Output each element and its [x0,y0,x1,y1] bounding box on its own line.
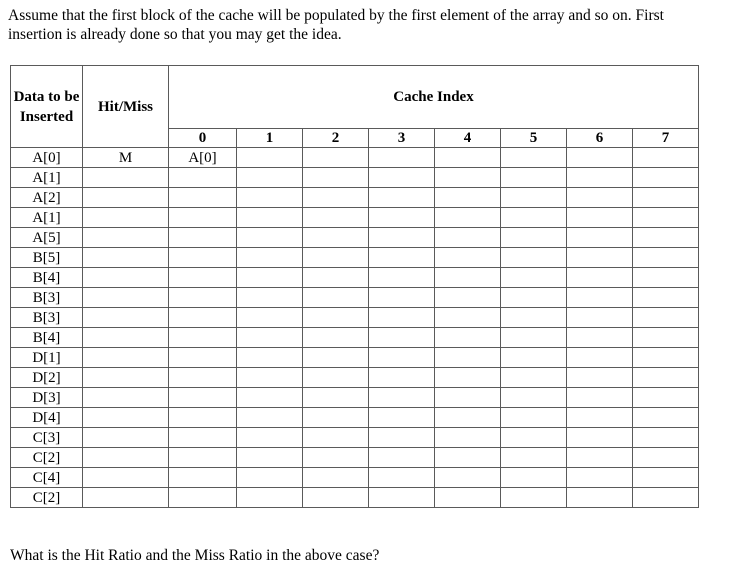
cache-slot-cell [567,328,633,348]
cache-slot-cell [169,168,237,188]
cache-slot-cell [169,228,237,248]
cache-slot-cell [501,168,567,188]
cache-slot-cell [369,388,435,408]
cache-slot-cell [303,228,369,248]
data-item-cell: C[2] [11,488,83,508]
table-row [11,408,699,428]
cache-slot-cell [169,408,237,428]
cache-slot-cell [303,168,369,188]
cache-slot-cell [633,348,699,368]
cache-slot-cell [237,428,303,448]
cache-slot-cell [369,228,435,248]
cache-slot-cell [435,188,501,208]
data-item-cell: A[5] [11,228,83,248]
cache-slot-cell [303,468,369,488]
cache-slot-cell [567,208,633,228]
cache-slot-cell [633,328,699,348]
cache-slot-cell [369,328,435,348]
cache-slot-cell [237,228,303,248]
cache-slot-cell [633,188,699,208]
cache-slot-cell [303,388,369,408]
hit-miss-cell [83,268,169,288]
data-item-cell: A[2] [11,188,83,208]
cache-slot-cell [369,428,435,448]
cache-slot-cell [169,188,237,208]
cache-slot-cell [633,148,699,168]
cache-slot-cell [369,408,435,428]
cache-slot-cell [501,348,567,368]
cache-slot-cell [567,248,633,268]
cache-slot-cell [633,468,699,488]
cache-slot-cell [633,208,699,228]
data-item-cell: B[3] [11,288,83,308]
cache-slot-cell [169,368,237,388]
cache-slot-cell [237,148,303,168]
cache-slot-cell [303,448,369,468]
data-item-cell: D[3] [11,388,83,408]
cache-slot-cell [435,388,501,408]
table-row [11,228,699,248]
cache-slot-cell [501,368,567,388]
cache-slot-cell [369,168,435,188]
cache-slot-cell [237,408,303,428]
cache-slot-cell [435,148,501,168]
cache-slot-cell [237,328,303,348]
cache-slot-cell [633,168,699,188]
cache-slot-cell [435,408,501,428]
cache-slot-cell [435,268,501,288]
data-item-cell: D[4] [11,408,83,428]
cache-slot-cell [369,288,435,308]
data-item-cell: C[4] [11,468,83,488]
cache-slot-cell [435,228,501,248]
cache-slot-cell [237,488,303,508]
table-row [11,308,699,328]
cache-slot-cell [501,428,567,448]
cache-slot-cell [435,368,501,388]
data-item-cell: A[1] [11,168,83,188]
cache-slot-cell [369,368,435,388]
table-row [11,468,699,488]
cache-index-label: 2 [303,129,369,148]
cache-slot-cell [303,368,369,388]
cache-slot-cell [633,288,699,308]
hit-miss-cell [83,428,169,448]
table-row [11,208,699,228]
cache-index-label: 3 [369,129,435,148]
cache-slot-cell [303,188,369,208]
cache-slot-cell [237,468,303,488]
cache-slot-cell [567,428,633,448]
cache-slot-cell [237,368,303,388]
cache-slot-cell [435,168,501,188]
cache-slot-cell [169,248,237,268]
data-item-cell: C[3] [11,428,83,448]
cache-slot-cell [501,388,567,408]
cache-slot-cell [567,188,633,208]
cache-slot-cell [169,208,237,228]
cache-slot-cell [567,488,633,508]
cache-slot-cell [237,308,303,328]
cache-slot-cell [237,248,303,268]
hit-miss-cell [83,328,169,348]
cache-index-label: 7 [633,129,699,148]
cache-slot-cell [369,308,435,328]
cache-slot-cell [169,488,237,508]
table-row [11,348,699,368]
table-row [11,288,699,308]
cache-slot-cell [567,368,633,388]
cache-slot-cell [435,208,501,228]
cache-slot-cell [633,448,699,468]
cache-slot-cell [567,228,633,248]
cache-slot-cell [501,448,567,468]
cache-slot-cell [435,308,501,328]
table-row [11,168,699,188]
cache-slot-cell [369,348,435,368]
intro-paragraph: Assume that the first block of the cache will be populated by the first element of the array and so on. First insertion is already done so that you may get the idea. [8,7,664,43]
data-item-cell: D[2] [11,368,83,388]
cache-slot-cell [169,468,237,488]
cache-slot-cell [435,328,501,348]
cache-slot-cell [567,148,633,168]
cache-slot-cell [501,208,567,228]
cache-slot-cell [369,248,435,268]
cache-slot-cell [633,248,699,268]
hit-miss-cell [83,348,169,368]
cache-slot-cell [633,368,699,388]
cache-index-label: 1 [237,129,303,148]
data-item-cell: B[4] [11,328,83,348]
cache-slot-cell [237,268,303,288]
data-to-be-inserted-header: Data to be Inserted [11,66,83,148]
cache-slot-cell [169,268,237,288]
cache-slot-cell [303,148,369,168]
cache-slot-cell [435,248,501,268]
table-row [11,328,699,348]
cache-slot-cell [369,188,435,208]
cache-slot-cell [567,308,633,328]
cache-slot-cell [435,428,501,448]
hit-miss-cell [83,188,169,208]
cache-slot-cell [567,268,633,288]
cache-slot-cell [501,328,567,348]
cache-slot-cell [567,348,633,368]
cache-slot-cell [237,448,303,468]
cache-slot-cell [369,448,435,468]
cache-index-label: 0 [169,129,237,148]
cache-slot-cell [303,248,369,268]
data-item-cell: C[2] [11,448,83,468]
cache-slot-cell [303,288,369,308]
cache-slot-cell [303,428,369,448]
cache-slot-cell [501,268,567,288]
cache-slot-cell [501,248,567,268]
table-row [11,148,699,168]
cache-slot-cell [369,468,435,488]
cache-slot-cell [237,208,303,228]
cache-slot-cell [633,408,699,428]
hit-miss-cell [83,248,169,268]
cache-index-label: 4 [435,129,501,148]
data-item-cell: A[0] [11,148,83,168]
hit-miss-cell [83,388,169,408]
table-row [11,188,699,208]
cache-slot-cell [303,348,369,368]
cache-slot-cell [567,448,633,468]
table-row [11,448,699,468]
cache-slot-cell [567,288,633,308]
cache-slot-cell [633,228,699,248]
cache-slot-cell [435,348,501,368]
cache-slot-cell [169,348,237,368]
cache-slot-cell [237,348,303,368]
data-item-cell: B[5] [11,248,83,268]
cache-slot-cell [435,448,501,468]
cache-slot-cell [435,468,501,488]
data-item-cell: B[3] [11,308,83,328]
cache-slot-cell [369,268,435,288]
hit-miss-cell [83,408,169,428]
cache-slot-cell [237,288,303,308]
hit-miss-cell [83,228,169,248]
hit-miss-cell [83,488,169,508]
hit-miss-cell [83,448,169,468]
cache-slot-cell [303,408,369,428]
question-text: What is the Hit Ratio and the Miss Ratio in the above case? [10,547,380,564]
cache-slot-cell [169,308,237,328]
cache-slot-cell [501,408,567,428]
cache-slot-cell [633,308,699,328]
table-row [11,268,699,288]
cache-slot-cell [501,308,567,328]
cache-table-body [11,66,699,508]
cache-table [10,65,699,508]
cache-slot-cell [303,208,369,228]
hit-miss-header: Hit/Miss [83,66,169,148]
cache-slot-cell [633,388,699,408]
hit-miss-cell: M [83,148,169,168]
table-header-row [11,66,699,129]
cache-slot-cell [501,148,567,168]
cache-slot-cell [303,268,369,288]
cache-slot-cell [237,388,303,408]
hit-miss-cell [83,208,169,228]
cache-slot-cell [567,168,633,188]
table-row [11,368,699,388]
hit-miss-cell [83,168,169,188]
cache-slot-cell [633,488,699,508]
cache-slot-cell [369,208,435,228]
cache-slot-cell [169,328,237,348]
cache-index-label: 5 [501,129,567,148]
cache-slot-cell [567,408,633,428]
cache-slot-cell [501,228,567,248]
data-item-cell: D[1] [11,348,83,368]
cache-slot-cell [169,388,237,408]
hit-miss-cell [83,288,169,308]
cache-slot-cell [501,488,567,508]
cache-slot-cell [501,188,567,208]
cache-slot-cell [169,448,237,468]
cache-slot-cell [633,268,699,288]
data-item-cell: A[1] [11,208,83,228]
cache-index-header: Cache Index [169,66,699,129]
hit-miss-cell [83,468,169,488]
table-row [11,248,699,268]
cache-slot-cell [435,288,501,308]
cache-slot-cell [369,148,435,168]
cache-slot-cell [169,428,237,448]
cache-slot-cell [303,328,369,348]
table-row [11,428,699,448]
cache-slot-cell [169,288,237,308]
cache-slot-cell [501,468,567,488]
cache-slot-cell [303,488,369,508]
cache-slot-cell: A[0] [169,148,237,168]
cache-slot-cell [237,168,303,188]
hit-miss-cell [83,368,169,388]
data-item-cell: B[4] [11,268,83,288]
cache-slot-cell [435,488,501,508]
hit-miss-cell [83,308,169,328]
cache-slot-cell [567,388,633,408]
table-row [11,488,699,508]
table-row [11,388,699,408]
cache-slot-cell [567,468,633,488]
cache-slot-cell [369,488,435,508]
cache-slot-cell [501,288,567,308]
cache-slot-cell [303,308,369,328]
cache-index-label: 6 [567,129,633,148]
cache-slot-cell [237,188,303,208]
cache-slot-cell [633,428,699,448]
